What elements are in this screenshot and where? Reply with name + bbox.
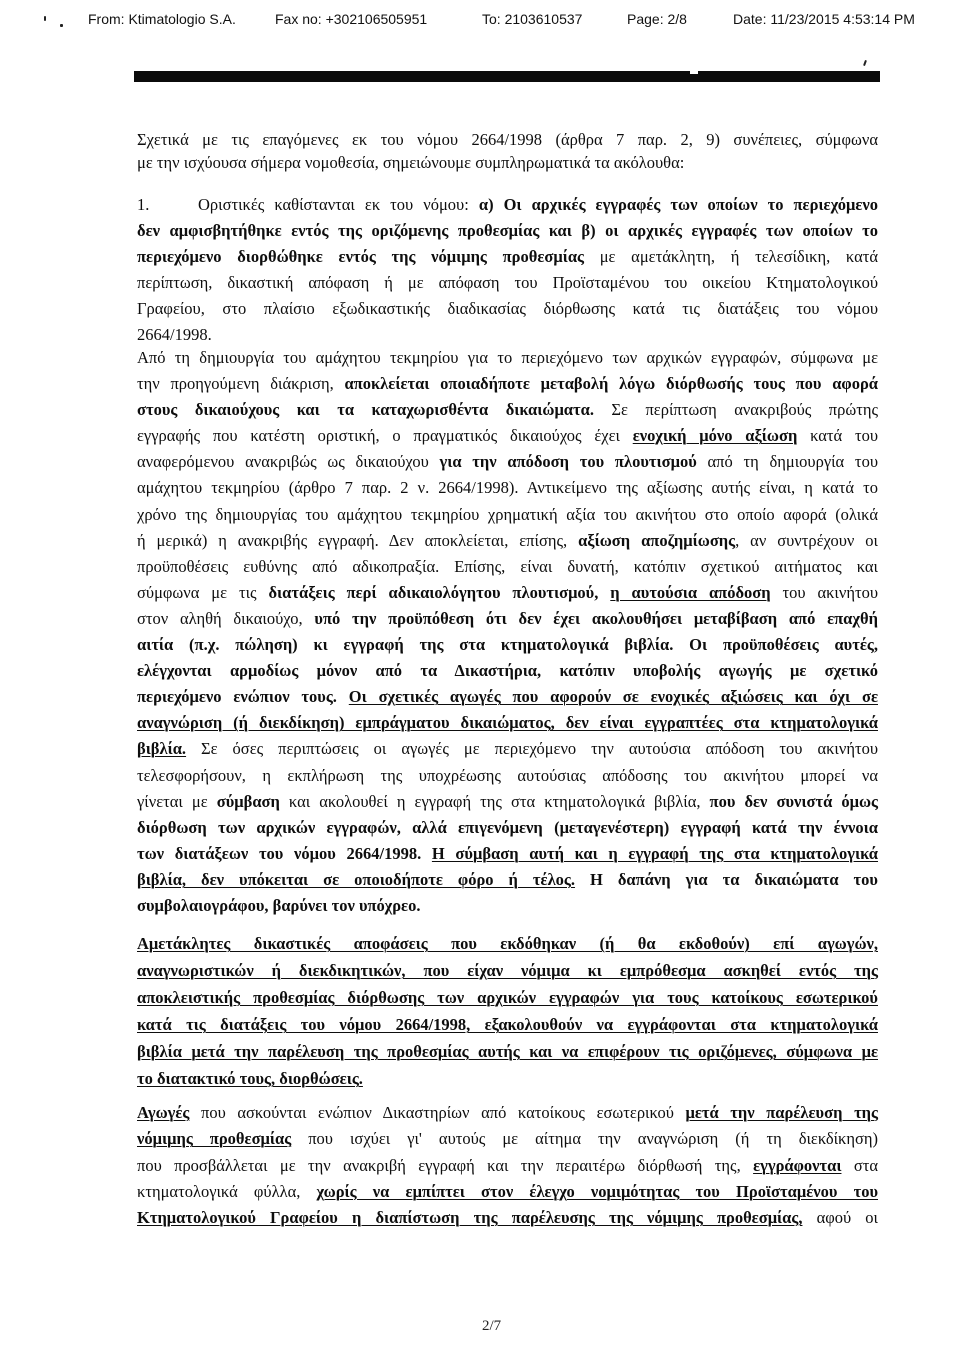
fax-date: [733, 11, 915, 27]
underlined-text: Οι σχετικές αγωγές που αφορούν σε ενοχικές αξιώσεις και όχι σε: [348, 687, 878, 707]
bold-text: στους δικαιούχους και τα καταχωρισθέντα δικαιώματα.: [137, 400, 594, 420]
text-run: που ισχύει γι' αυτούς με αίτημα την αναγνώριση (ή τη διεκδίκηση): [291, 1129, 878, 1149]
text-run: αναφερόμενου ανακριβώς ως δικαιούχου: [137, 452, 440, 472]
bold-text: που δεν συνιστά όμως: [709, 791, 878, 811]
text-run: και ακολουθεί η εγγραφή της στα κτηματολογικά βιβλία,: [279, 791, 710, 811]
text-line: [137, 270, 878, 296]
bold-text: α) Οι αρχικές εγγραφές των οποίων το περιεχόμενο: [478, 195, 879, 214]
bold-text: ελέγχονται αρμοδίως μόνον από τα Δικαστήρια, κατόπιν υποβολής αγωγής με σχετικό: [137, 661, 878, 681]
fax-from-value: Ktimatologio S.A.: [128, 11, 236, 27]
text-line: [137, 449, 878, 475]
underlined-text: Κτηματολογικού Γραφείου η διαπίστωση της παρέλευσης της νόμιμης προθεσμίας,: [137, 1208, 803, 1227]
underlined-text: Αμετάκλητες δικαστικές αποφάσεις που εκδόθηκαν (ή θα εκδοθούν) επί αγωγών,: [137, 934, 878, 953]
page-number: 2/7: [482, 1318, 502, 1334]
text-line: [137, 1153, 878, 1179]
text-run: 2664/1998.: [137, 325, 212, 344]
fax-page-value: 2/8: [667, 11, 687, 27]
fax-noise-speck: [44, 16, 46, 21]
fax-to-value: 2103610537: [504, 11, 583, 27]
underlined-text: ενοχική μόνο αξίωση: [632, 426, 798, 446]
underlined-text: μετά την παρέλευση της: [685, 1103, 879, 1122]
intro-paragraph: [137, 128, 878, 174]
underlined-text: βιβλία μετά την παρέλευση της προθεσμίας αυτής και να επιφέρουν τις οριζόμενες, σύμφωνα με: [137, 1042, 878, 1061]
fax-page-label: Page:: [627, 11, 664, 27]
underlined-text: χωρίς να εμπίπτει στον έλεγχο νομιμότητας του Προϊσταμένου του: [316, 1181, 879, 1201]
underlined-text: η αυτούσια απόδοση: [610, 582, 771, 602]
bold-text: υπό την προϋπόθεση ότι δεν έχει ακολουθήσει μεταβίβαση από επαχθή: [314, 608, 878, 628]
text-line: [137, 345, 878, 371]
text-line: [137, 1126, 878, 1152]
list-marker: 1.: [137, 195, 150, 214]
text-line: [137, 128, 878, 151]
text-line: [137, 736, 878, 762]
text-run: αφού οι: [802, 1208, 878, 1227]
text-run: στα: [841, 1155, 879, 1175]
text-run: Οριστικές καθίστανται εκ του νόμου:: [198, 195, 479, 214]
bold-text: περιεχόμενο ενώπιον τους.: [137, 687, 349, 707]
fax-to: [482, 11, 582, 27]
text-run: που ασκούνται ενώπιον Δικαστηρίων από κατοίκους εσωτερικού: [189, 1103, 686, 1122]
text-run: γίνεται με: [137, 791, 217, 811]
bold-text: για την απόδοση του πλουτισμού: [439, 452, 697, 472]
text-line: [137, 580, 878, 606]
text-run: με την ισχύουσα σήμερα νομοθεσία, σημειώνουμε συμπληρωματικά τα ακόλουθα:: [137, 153, 685, 172]
underlined-text: Η σύμβαση αυτή και η εγγραφή της στα κτηματολογικά: [431, 843, 879, 863]
text-run: από τη δημιουργία του: [696, 452, 878, 472]
text-run: περίπτωση, δικαστική απόφαση ή με απόφαση του Προϊσταμένου του οικείου Κτηματολογικού: [137, 273, 878, 292]
bold-text: αιτία (π.χ. πώληση) κι εγγραφή της στα κτηματολογικά βιβλία. Οι προϋποθέσεις αυτές,: [137, 635, 878, 655]
bold-text: σύμβαση: [216, 791, 280, 811]
text-run: κατά του: [797, 426, 878, 446]
underlined-text: το διατακτικό τους, διορθώσεις.: [137, 1069, 363, 1088]
underlined-text: βιβλία.: [137, 739, 187, 759]
text-line: [137, 632, 878, 658]
text-run: που προσβάλλεται με την ανακριβή εγγραφή και την περαιτέρω διόρθωσή της,: [137, 1155, 754, 1175]
text-run: Σε όσες περιπτώσεις οι αγωγές με περιεχόμενο την αυτούσια απόδοση του ακινήτου: [186, 739, 878, 759]
text-run: τελεσφορήσουν, η εκπλήρωση της υποχρέωσης αυτούσιας απόδοσης του ακινήτου μπορεί να: [137, 765, 878, 785]
text-run: με αμετάκλητη, ή τελεσίδικη, κατά: [584, 247, 878, 266]
text-run: Από τη δημιουργία του αμάχητου τεκμηρίου για το περιεχόμενο των αρχικών εγγραφών, σύμφωνα με: [137, 348, 878, 367]
fax-from-label: From:: [88, 11, 125, 27]
fax-number-label: Fax no:: [275, 11, 322, 27]
text-line: [137, 151, 878, 174]
text-line: [137, 528, 878, 554]
bold-text: συμβολαιογράφου, βαρύνει τον υπόχρεο.: [137, 895, 421, 915]
text-run: στον αληθή δικαιούχο,: [137, 608, 315, 628]
text-line: [137, 684, 878, 710]
fax-page: [627, 11, 687, 27]
text-line: [137, 475, 878, 501]
text-line: [137, 1205, 878, 1231]
fax-date-value: 11/23/2015 4:53:14 PM: [770, 11, 915, 27]
text-run: Σχετικά με τις επαγόμενες εκ του νόμου 2664/1998 (άρθρα 7 παρ. 2, 9) συνέπειες, σύμφωνα: [137, 130, 878, 149]
text-run: Γραφείου, στο πλαίσιο εξωδικαστικής διαδικασίας διόρθωσης κατά τις διατάξεις του νόμου: [137, 299, 878, 318]
presumption-paragraph: [137, 345, 878, 919]
text-line: [137, 710, 878, 736]
underlined-text: κατά τις διατάξεις του νόμου 2664/1998, εξακολουθούν να εγγράφονται στα κτηματολογικά: [137, 1015, 878, 1034]
text-run: του ακινήτου: [770, 582, 878, 602]
text-run: κτηματολογικά φύλλα,: [137, 1181, 317, 1201]
text-line: [137, 930, 878, 957]
late-lawsuits-paragraph: [137, 1100, 878, 1231]
fax-number: [275, 11, 427, 27]
bold-text: των διατάξεων του νόμου 2664/1998.: [137, 843, 432, 863]
item-1-paragraph: [137, 192, 878, 348]
bold-text: Η δαπάνη για τα δικαιώματα του: [575, 869, 878, 889]
fax-scan-bar: [134, 71, 880, 82]
bold-text: διόρθωση των αρχικών εγγραφών, αλλά επιγενόμενη (μεταγενέστερη) εγγραφή κατά την έννοια: [137, 817, 878, 837]
text-run: προϋποθέσεις ευθύνης από αδικοπραξία. Επίσης, είναι δυνατή, κατόπιν σχετικού αιτήματος και: [137, 556, 878, 576]
text-line: [137, 658, 878, 684]
text-line: [137, 397, 878, 423]
text-line: [137, 893, 878, 919]
text-line: [137, 244, 878, 270]
text-run: Σε περίπτωση ανακριβούς πρώτης: [593, 400, 878, 420]
underlined-text: Αγωγές: [137, 1103, 190, 1122]
underlined-text: νόμιμης προθεσμίας: [137, 1129, 292, 1149]
bold-text: δεν αμφισβητήθηκε εντός της οριζόμενης προθεσμίας και β) οι αρχικές εγγραφές των οποίων το: [137, 221, 878, 240]
underlined-text: εγγράφονται: [753, 1155, 842, 1175]
fax-to-label: To:: [482, 11, 501, 27]
text-line: [137, 984, 878, 1011]
bold-text: διατάξεις περί αδικαιολόγητου πλουτισμού,: [268, 582, 611, 602]
text-line: [137, 296, 878, 322]
text-line: [137, 1179, 878, 1205]
text-run: την προηγούμενη διάκριση,: [137, 374, 345, 394]
bold-text: αποκλείεται οποιαδήποτε μεταβολή λόγω διόρθωσής τους που αφορά: [344, 374, 878, 394]
fax-header: [0, 11, 960, 31]
text-run: χρόνο της δημιουργίας του αμάχητου τεκμηρίου χρηματική αξία του ακινήτου στο οποίο αφορά (ολικά: [137, 504, 878, 524]
fax-date-label: Date:: [733, 11, 767, 27]
text-line: [137, 763, 878, 789]
text-line: [137, 502, 878, 528]
text-run: , αν συντρέχουν οι: [735, 530, 878, 550]
underlined-text: αναγνωριστικών ή διεκδικητικών, που είχαν νόμιμα κι εμπρόθεσμα ασκηθεί εντός της: [137, 961, 878, 980]
fax-number-value: +302106505951: [325, 11, 428, 27]
text-line: [137, 423, 878, 449]
text-line: [137, 218, 878, 244]
text-line: [137, 371, 878, 397]
text-line: [137, 815, 878, 841]
text-line: [137, 1065, 878, 1092]
text-run: ή μερικά) η ανακριβής εγγραφή. Δεν αποκλείεται, επίσης,: [137, 530, 579, 550]
text-line: [137, 957, 878, 984]
fax-noise-speck: [863, 60, 867, 66]
underlined-text: αναγνώριση (ή διεκδίκηση) εμπράγματου δικαιώματος, δεν είναι εγγραπτέες στα κτηματολογικά: [137, 713, 878, 733]
text-run: εγγραφής που κατέστη οριστική, ο πραγματικός δικαιούχος έχει: [137, 426, 633, 446]
fax-from: [88, 11, 236, 27]
text-run: σύμφωνα με τις: [137, 582, 269, 602]
bold-text: αξίωση αποζημίωσης: [578, 530, 736, 550]
underlined-text: αποκλειστικής προθεσμίας διόρθωσης των αρχικών εγγραφών για τους κατοίκους εσωτερικού: [137, 988, 878, 1007]
text-line: [137, 1038, 878, 1065]
text-line: [137, 1100, 878, 1126]
fax-scan-bar-gap: [690, 71, 698, 74]
fax-noise-speck: [60, 24, 63, 27]
text-run: αμάχητου τεκμηρίου (άρθρο 7 παρ. 2 ν. 2664/1998). Αντικείμενο της αξίωσης αυτής είναι, η κατά το: [137, 478, 878, 498]
bold-text: περιεχόμενο διορθώθηκε εντός της νόμιμης προθεσμίας: [137, 247, 584, 266]
text-line: [137, 192, 878, 218]
text-line: [137, 789, 878, 815]
text-line: [137, 1011, 878, 1038]
text-line: [137, 867, 878, 893]
text-line: [137, 606, 878, 632]
text-line: [137, 841, 878, 867]
final-judgments-paragraph: [137, 930, 878, 1092]
underlined-text: βιβλία, δεν υπόκειται σε οποιοδήποτε φόρο ή τέλος.: [137, 869, 576, 889]
text-line: [137, 554, 878, 580]
